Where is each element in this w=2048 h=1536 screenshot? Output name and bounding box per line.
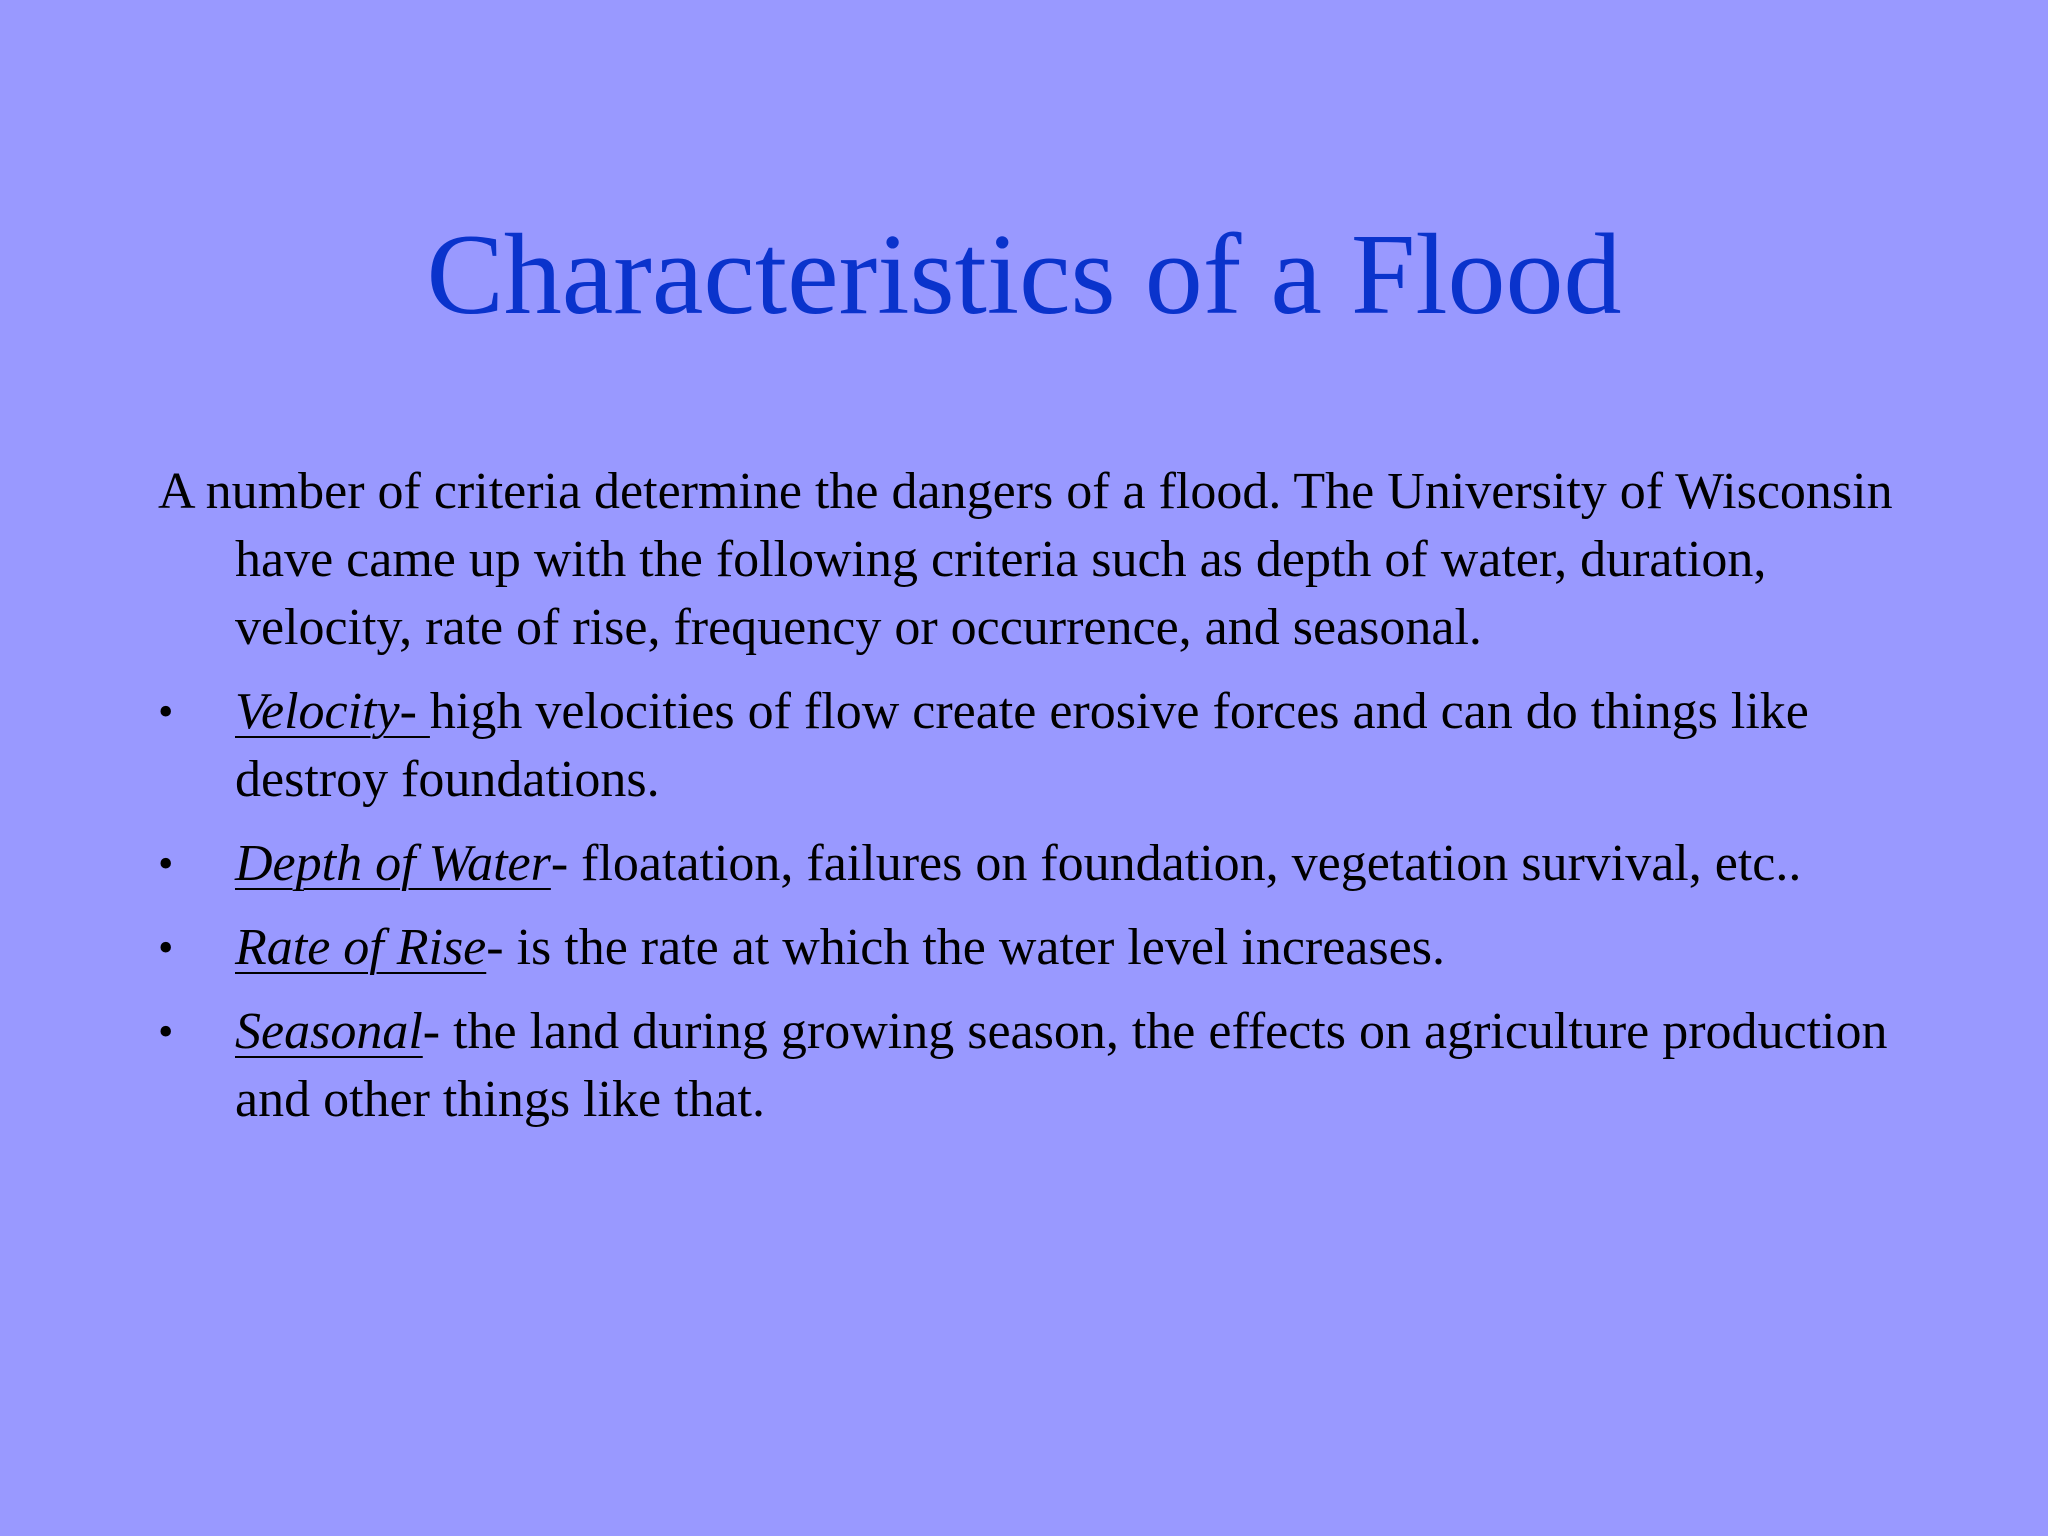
description-velocity: high velocities of flow create erosive forces and can do things like destroy foundations.: [235, 683, 1809, 808]
description-seasonal: - the land during growing season, the effects on agriculture production and other things like that.: [235, 1003, 1888, 1128]
bullet-icon: •: [158, 923, 174, 972]
slide-body: [158, 458, 1918, 1150]
bullet-icon: •: [158, 839, 174, 888]
list-item-velocity: [158, 678, 1918, 814]
term-velocity: Velocity-: [235, 683, 430, 740]
term-depth-of-water: Depth of Water: [235, 835, 551, 892]
description-rate-of-rise: - is the rate at which the water level increases.: [486, 919, 1445, 976]
bullet-icon: •: [158, 687, 174, 736]
list-item-depth-of-water: [158, 830, 1918, 898]
description-depth-of-water: - floatation, failures on foundation, vegetation survival, etc..: [550, 835, 1802, 892]
term-rate-of-rise: Rate of Rise: [235, 919, 487, 976]
slide-title: Characteristics of a Flood: [426, 211, 1622, 339]
intro-paragraph: A number of criteria determine the dangers of a flood. The University of Wisconsin have came up with the following criteria such as depth of water, duration, velocity, rate of rise, frequency or occurrence, and seasonal.: [158, 463, 1893, 656]
criteria-list: [158, 678, 1918, 1134]
term-seasonal: Seasonal: [235, 1003, 423, 1060]
list-item-rate-of-rise: [158, 914, 1918, 982]
list-item-seasonal: [158, 998, 1918, 1134]
bullet-icon: •: [158, 1007, 174, 1056]
